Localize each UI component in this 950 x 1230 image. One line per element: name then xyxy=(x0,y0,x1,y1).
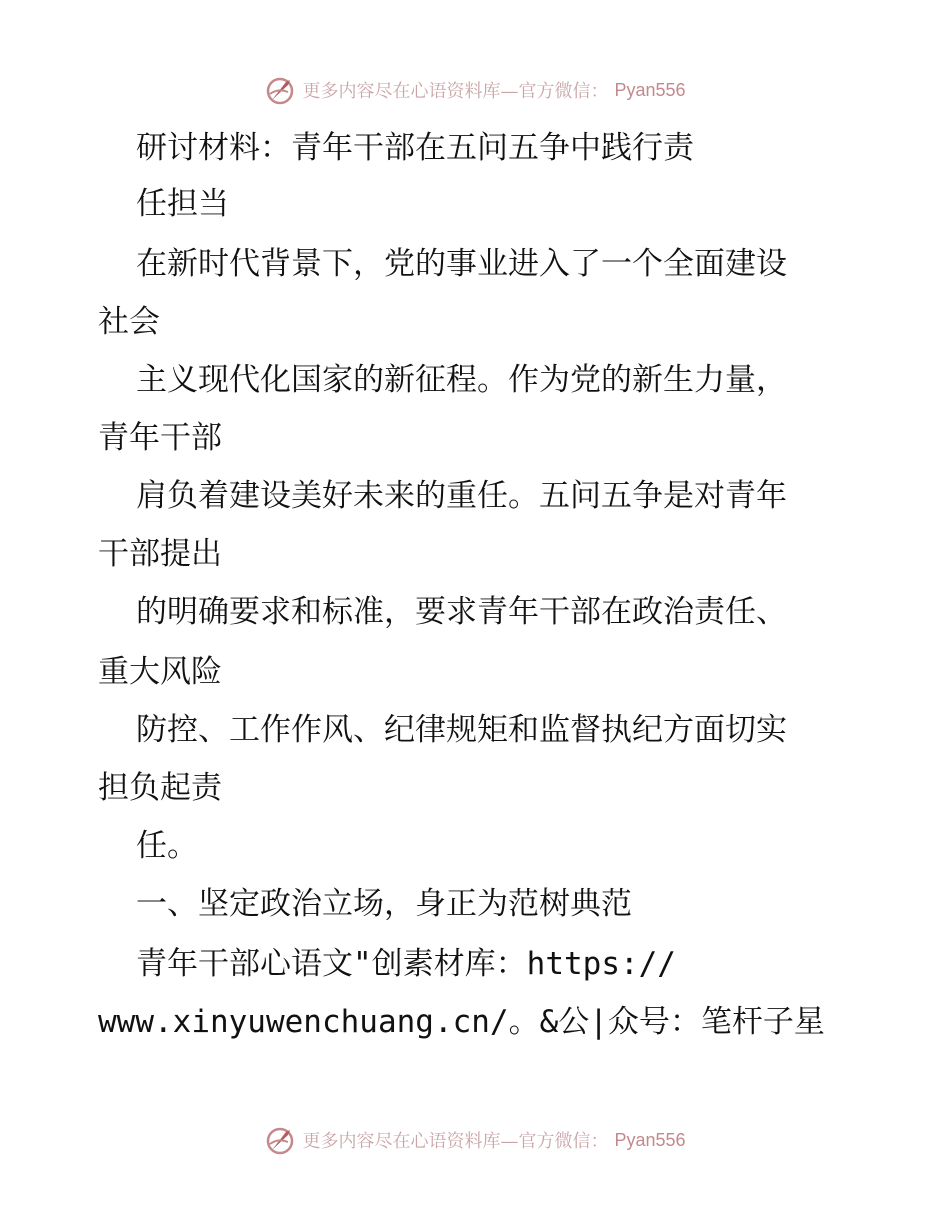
watermark-banner-bottom xyxy=(0,1120,950,1160)
paragraph-line: 任。 xyxy=(136,828,198,864)
paragraph-line: 青年干部心语文"创素材库：https:// xyxy=(136,946,676,982)
watermark-wechat-id: Pyan556 xyxy=(614,1129,686,1150)
watermark-wechat-id: Pyan556 xyxy=(614,79,686,100)
section-heading: 一、坚定政治立场，身正为范树典范 xyxy=(136,886,632,922)
paragraph-line: 的明确要求和标准，要求青年干部在政治责任、 xyxy=(136,594,787,630)
paragraph-line: 防控、工作作风、纪律规矩和监督执纪方面切实 xyxy=(136,712,787,748)
paragraph-line: 在新时代背景下，党的事业进入了一个全面建设 xyxy=(136,246,787,282)
watermark-text: 更多内容尽在心语资料库—官方微信： xyxy=(302,1131,609,1152)
paragraph-line: 主义现代化国家的新征程。作为党的新生力量， xyxy=(136,362,787,398)
quill-logo-icon xyxy=(264,1124,296,1156)
paragraph-line: 重大风险 xyxy=(98,654,222,690)
paragraph-line: 担负起责 xyxy=(98,770,222,806)
watermark-text: 更多内容尽在心语资料库—官方微信： xyxy=(302,81,609,102)
paragraph-line: 青年干部 xyxy=(98,420,222,456)
paragraph-line: 肩负着建设美好未来的重任。五问五争是对青年 xyxy=(136,478,787,514)
paragraph-line: www.xinyuwenchuang.cn/。&公|众号：笔杆子星 xyxy=(98,1004,825,1040)
doc-title-line-2: 任担当 xyxy=(136,186,229,222)
paragraph-line: 干部提出 xyxy=(98,536,222,572)
doc-title-line-1: 研讨材料：青年干部在五问五争中践行责 xyxy=(136,130,694,166)
paragraph-line: 社会 xyxy=(98,304,160,340)
